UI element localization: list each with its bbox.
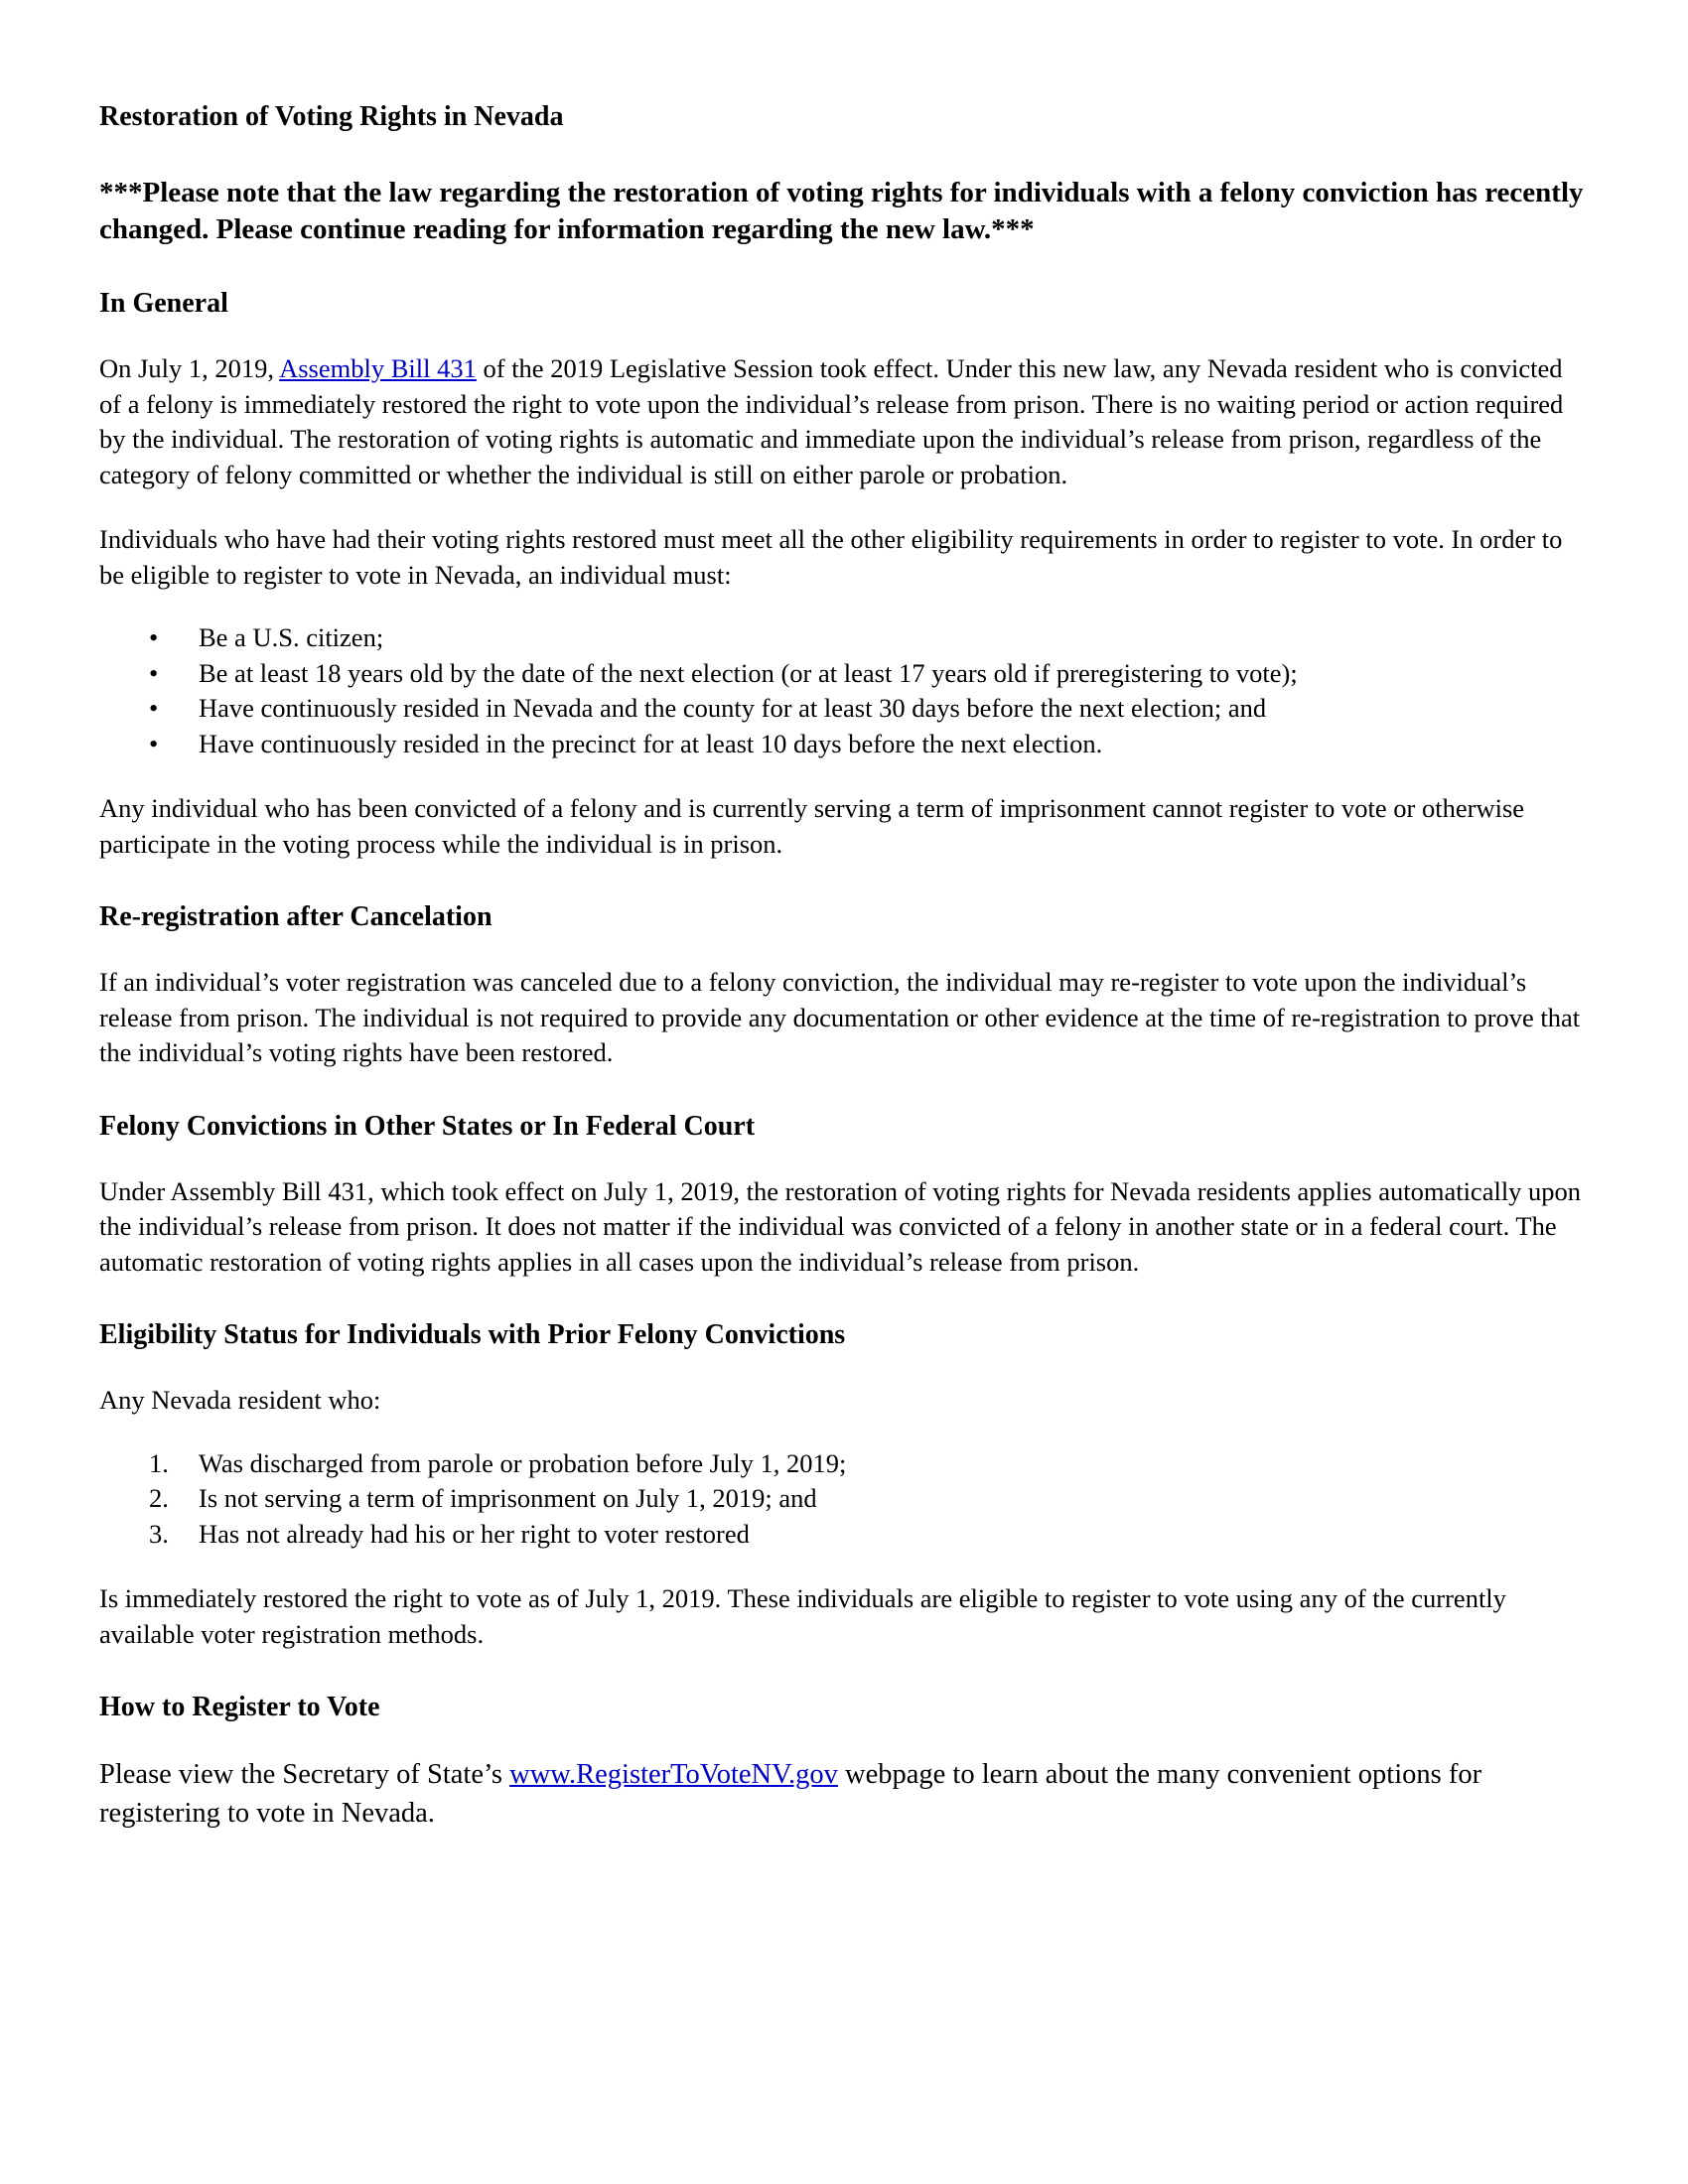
heading-other-states-federal: Felony Convictions in Other States or In Federal Court [99,1110,756,1142]
eligibility-conclusion: Is immediately restored the right to vote as of July 1, 2019. These individuals are eligible to register to vote using any of the currently available voter registration methods. [99,1583,1506,1649]
general-paragraph-2: Individuals who have had their voting rights restored must meet all the other eligibility requirements in order to register to vote. In order to be eligible to register to vote in Nevada, an individual must: [99,524,1563,590]
eligibility-intro: Any Nevada resident who: [99,1385,381,1415]
heading-reregistration: Re-registration after Cancelation [99,901,492,932]
list-item: • Be at least 18 years old by the date of the next election (or at least 17 years old if preregistering to vote); [99,656,1589,692]
how-to-register-paragraph: Please view the Secretary of State’s www.RegisterToVoteNV.gov webpage to learn about the many convenient options for registering to vote in Nevada. [99,1759,1482,1829]
list-item: 1. Was discharged from parole or probation before July 1, 2019; [149,1447,847,1478]
eligibility-conditions-list [99,1446,1589,1553]
general-paragraph-3: Any individual who has been convicted of a felony and is currently serving a term of imprisonment cannot register to vote or otherwise participate in the voting process while the individual is in prison. [99,793,1525,859]
assembly-bill-431-link[interactable]: Assembly Bill 431 [279,353,477,383]
general-paragraph-1: On July 1, 2019, Assembly Bill 431 of the 2019 Legislative Session took effect. Under this new law, any Nevada resident who is convicted of a felony is immediately restored the right to vote upon the individual’s release from prison. There is no waiting period or action required by the individual. The restoration of voting rights is automatic and immediate upon the individual’s release from prison, regardless of the category of felony committed or whether the individual is still on either parole or probation. [99,353,1564,489]
heading-eligibility-status: Eligibility Status for Individuals with Prior Felony Convictions [99,1319,846,1350]
heading-how-to-register: How to Register to Vote [99,1692,380,1722]
law-change-notice: ***Please note that the law regarding the restoration of voting rights for individuals with a felony conviction has recently changed. Please continue reading for information regarding the new law.*** [99,177,1584,245]
other-states-paragraph: Under Assembly Bill 431, which took effect on July 1, 2019, the restoration of voting rights for Nevada residents applies automatically upon the individual’s release from prison. It does not matter if the individual was convicted of a felony in another state or in a federal court. The automatic restoration of voting rights applies in all cases upon the individual’s release from prison. [99,1175,1582,1277]
bullet-icon: • [149,657,159,688]
heading-in-general: In General [99,288,228,319]
list-item: 2. Is not serving a term of imprisonment on July 1, 2019; and [149,1483,817,1513]
bullet-icon: • [149,693,159,723]
eligibility-requirements-list [99,620,1589,761]
bullet-icon: • [149,728,159,758]
list-item: • Be a U.S. citizen; [99,620,1589,656]
list-item: • Have continuously resided in the precinct for at least 10 days before the next election. [99,727,1589,762]
list-item: 3. Has not already had his or her right to voter restored [149,1518,750,1549]
list-item: • Have continuously resided in Nevada and the county for at least 30 days before the next election; and [99,691,1589,727]
bullet-icon: • [149,622,159,652]
reregistration-paragraph: If an individual’s voter registration was canceled due to a felony conviction, the individual may re-register to vote upon the individual’s release from prison. The individual is not required to provide any documentation or other evidence at the time of re-registration to prove that the individual’s voting rights have been restored. [99,967,1581,1067]
document-title: Restoration of Voting Rights in Nevada [99,101,564,132]
register-to-vote-nv-link[interactable]: www.RegisterToVoteNV.gov [509,1759,838,1790]
document-page [99,99,1589,1833]
